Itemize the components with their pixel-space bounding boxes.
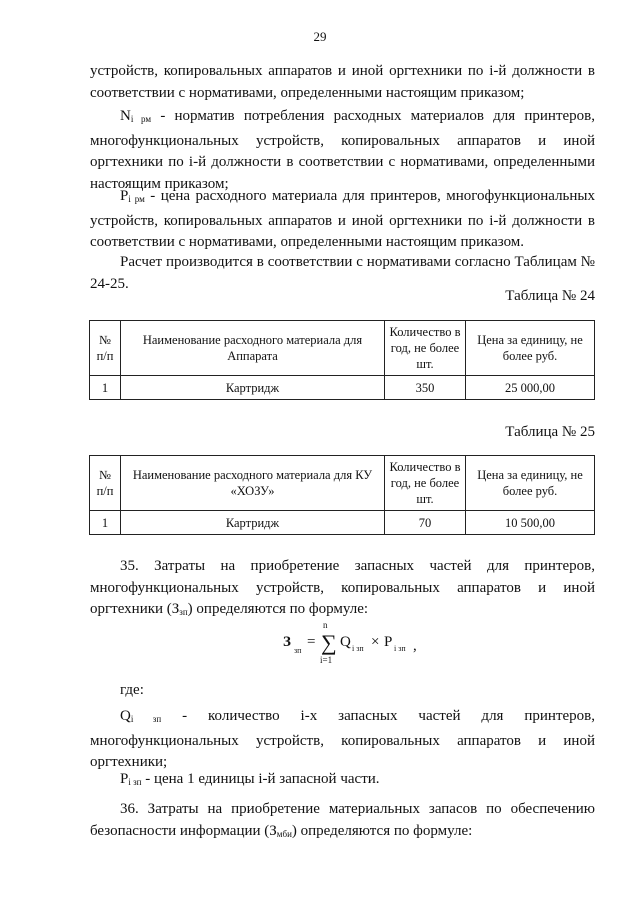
header-quantity: Количество в год, не более шт. [385, 456, 466, 511]
formula-upper-limit: n [323, 620, 328, 630]
paragraph-n-rm [90, 106, 595, 195]
symbol-q-subscript: i зп [130, 714, 162, 724]
paragraph-q-zp-text: - количество i-х запасных частей для принтеров, многофункциональных устройств, копировальных аппаратов и иной оргтехники; [90, 708, 596, 770]
symbol-q: Q [120, 708, 131, 724]
formula-lhs-subscript: зп [294, 646, 302, 655]
table-row [90, 376, 595, 400]
paragraph-35-text-end: ) определяются по формуле: [187, 601, 369, 617]
paragraph-35 [90, 556, 595, 624]
paragraph-36-text: 36. Затраты на приобретение материальных запасов по обеспечению безопасности информации (З [90, 801, 595, 839]
table-header-row [90, 321, 595, 376]
header-number: № п/п [90, 456, 121, 511]
paragraph-calculation: Расчет производится в соответствии с нормативами согласно Таблицам № 24-25. [90, 254, 595, 292]
page-number: 29 [313, 29, 327, 44]
paragraph-36-text-end: ) определяются по формуле: [291, 822, 473, 839]
symbol-p: P [120, 188, 129, 204]
cell-number: 1 [90, 376, 121, 400]
paragraph-35-text: 35. Затраты на приобретение запасных частей для принтеров, многофункциональных устройств, копировальных аппаратов и иной оргтехники (З [90, 558, 595, 617]
header-number: № п/п [90, 321, 121, 376]
paragraph-36 [90, 799, 595, 845]
cell-number: 1 [90, 511, 121, 535]
formula-comma: , [413, 638, 417, 654]
cell-price: 10 500,00 [466, 511, 595, 535]
symbol-p-zp-subscript: i зп [128, 777, 142, 787]
header-price: Цена за единицу, не более руб. [466, 321, 595, 376]
cell-name: Картридж [121, 511, 385, 535]
where-label: где: [120, 682, 144, 698]
table-25 [89, 455, 595, 535]
cell-quantity: 70 [385, 511, 466, 535]
paragraph-p-rm-text: - цена расходного материала для принтеров, многофункциональных устройств, копировальных аппаратов и иной оргтехники по i-й должности в соответствии с нормативами, определенными настоящим приказом. [90, 188, 596, 250]
cell-quantity: 350 [385, 376, 466, 400]
header-name: Наименование расходного материала для Аппарата [121, 321, 385, 376]
paragraph-p-zp [90, 769, 595, 794]
cell-price: 25 000,00 [466, 376, 595, 400]
cell-name: Картридж [121, 376, 385, 400]
formula-q-subscript: i зп [352, 644, 364, 653]
table-24 [89, 320, 595, 400]
paragraph-35-subscript: зп [179, 607, 188, 617]
formula-q: Q [340, 634, 351, 650]
paragraph-n-rm-text: - норматив потребления расходных материалов для принтеров, многофункциональных устройств, копировальных аппаратов и иной оргтехники по i-й должности в соответствии с нормативами, определенными настоящим приказом; [90, 108, 595, 192]
formula-times: × [371, 634, 380, 650]
symbol-n-subscript: i рм [130, 114, 152, 124]
formula-sigma: ∑ [321, 630, 337, 655]
paragraph-36-subscript: мби [276, 828, 292, 839]
header-name: Наименование расходного материала для КУ «ХОЗУ» [121, 456, 385, 511]
table-header-row [90, 456, 595, 511]
symbol-p-zp: P [120, 771, 129, 787]
formula-lower-limit: i=1 [320, 655, 333, 665]
table-row [90, 511, 595, 535]
formula-p: P [384, 634, 393, 650]
paragraph-continuation: устройств, копировальных аппаратов и иной оргтехники по i-й должности в соответствии с нормативами, определенными настоящим приказом; [90, 63, 595, 101]
header-quantity: Количество в год, не более шт. [385, 321, 466, 376]
table-24-caption: Таблица № 24 [505, 288, 595, 304]
paragraph-q-zp [90, 706, 595, 774]
formula-equals: = [307, 634, 316, 650]
table-25-caption: Таблица № 25 [505, 424, 595, 440]
paragraph-p-rm [90, 186, 595, 254]
symbol-p-subscript: i рм [128, 194, 145, 204]
formula-lhs: З [283, 634, 291, 650]
symbol-n: N [120, 108, 131, 124]
paragraph-p-zp-text: - цена 1 единицы i-й запасной части. [141, 771, 380, 787]
header-price: Цена за единицу, не более руб. [466, 456, 595, 511]
formula-p-subscript: i зп [394, 644, 406, 653]
formula-zp [283, 620, 423, 670]
